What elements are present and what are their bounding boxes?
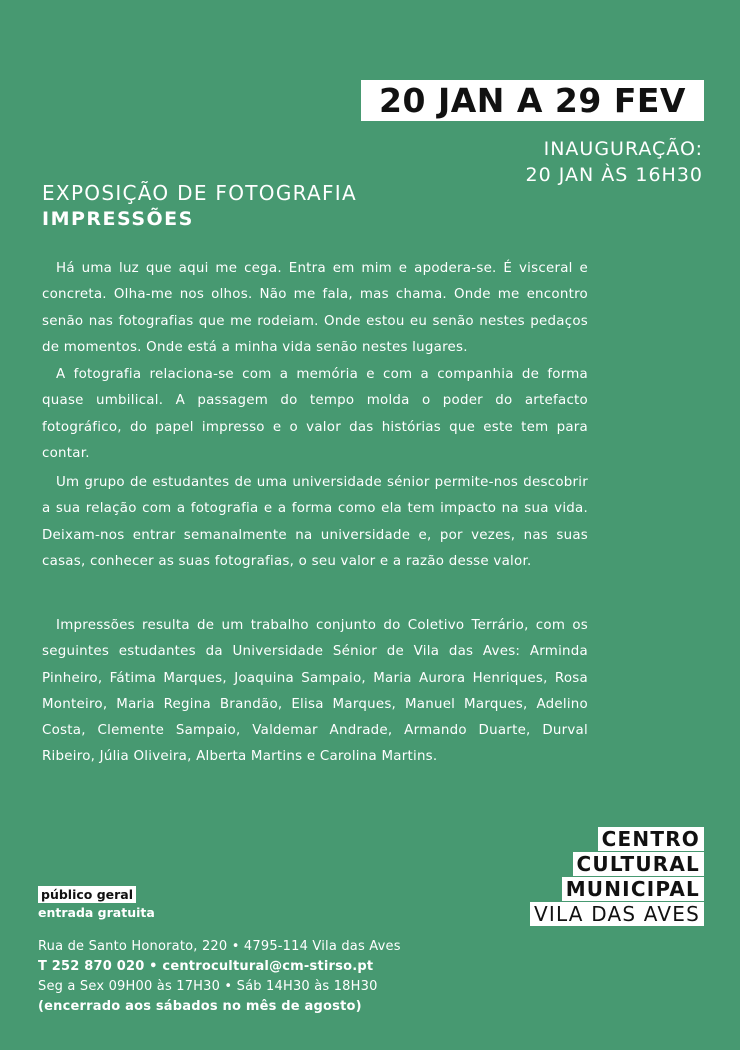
exhibition-kicker: EXPOSIÇÃO DE FOTOGRAFIA [42,181,357,205]
audience-badge [38,884,136,903]
exhibition-title: IMPRESSÕES [42,208,194,230]
entry-info: entrada gratuita [38,905,155,920]
body-paragraph-3 [42,470,588,575]
opening-label: INAUGURAÇÃO: [543,138,703,160]
opening-date: 20 JAN ÀS 16H30 [525,164,703,186]
closure-note: (encerrado aos sábados no mês de agosto) [38,999,362,1014]
body-paragraph-1 [42,256,588,361]
paragraph-text: Impressões resulta de um trabalho conjunto do Coletivo Terrário, com os seguintes estudantes da Universidade Sénior de Vila das Aves: Arminda Pinheiro, Fátima Marques, Joaquina Sampaio, Maria Aurora Henriques, Rosa Monteiro, Maria Regina Brandão, Elisa Marques, Manuel Marques, Adelino Costa, Clemente Sampaio, Valdemar Andrade, Armando Duarte, Durval Ribeiro, Júlia Oliveira, Alberta Martins e Carolina Martins. [42,618,588,765]
paragraph-text: Há uma luz que aqui me cega. Entra em mim e apodera-se. É visceral e concreta. Olha-me nos olhos. Não me fala, mas chama. Onde me encontro senão nas fotografias que me rodeiam. Onde estou eu senão nestes pedaços de momentos. Onde está a minha vida senão nestes lugares. [42,261,588,355]
opening-info [526,136,703,188]
opening-hours-line: Seg a Sex 09H00 às 17H30 • Sáb 14H30 às 18H30 [38,979,378,994]
address-line: Rua de Santo Honorato, 220 • 4795-114 Vila das Aves [38,939,401,954]
date-range-banner: 20 JAN A 29 FEV [361,80,704,121]
contact-block [38,937,401,1017]
paragraph-text: Um grupo de estudantes de uma universidade sénior permite-nos descobrir a sua relação com a fotografia e a forma como ela tem impacto na sua vida. Deixam-nos entrar semanalmente na universidade e, por vezes, nas suas casas, conhecer as suas fotografias, o seu valor e a razão desse valor. [42,475,588,569]
centro-cultural-logo [530,827,704,927]
logo-line-cultural: CULTURAL [573,852,704,876]
audience-label: público geral [38,886,136,903]
body-paragraph-4 [42,613,588,771]
logo-line-centro: CENTRO [598,827,704,851]
paragraph-text: A fotografia relaciona-se com a memória e com a companhia de forma quase umbilical. A passagem do tempo molda o poder do artefacto fotográfico, do papel impresso e o valor das histórias que este tem para contar. [42,367,588,461]
body-paragraph-2 [42,362,588,467]
logo-line-vila-das-aves: VILA DAS AVES [530,902,704,926]
phone-email-line: T 252 870 020 • centrocultural@cm-stirso.pt [38,959,374,974]
logo-line-municipal: MUNICIPAL [562,877,704,901]
